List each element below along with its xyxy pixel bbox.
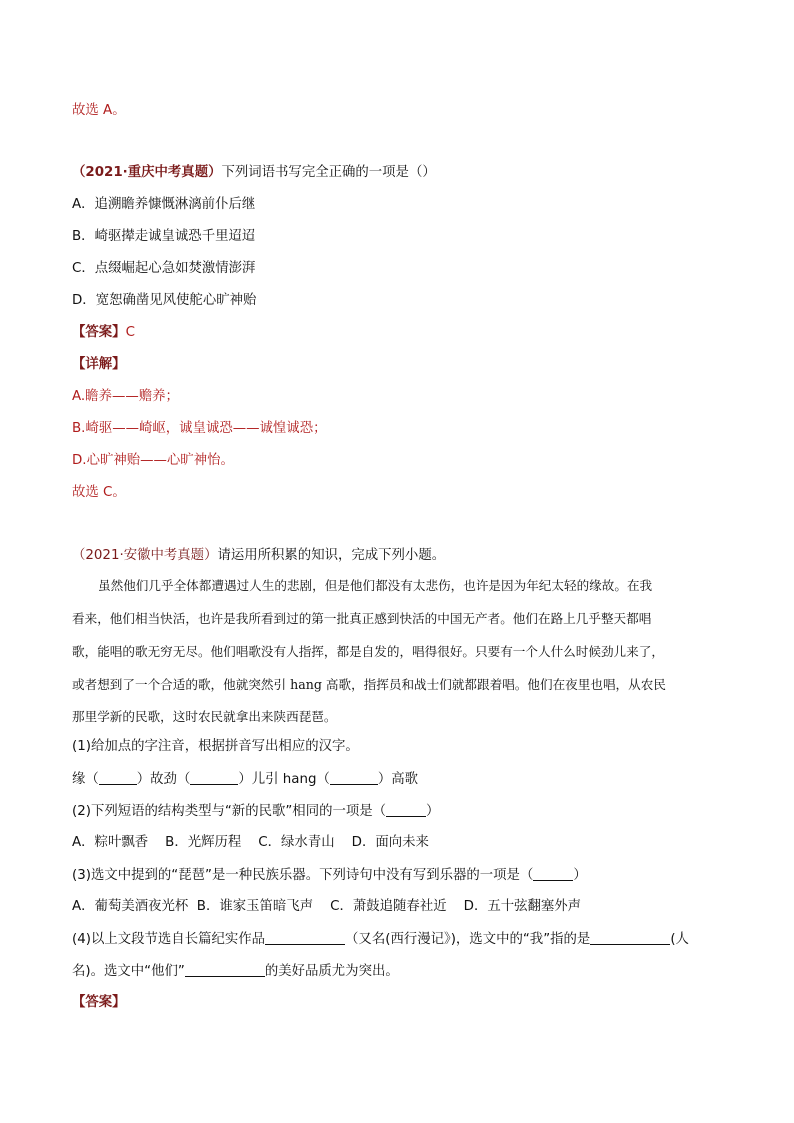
- sub2-prompt: [72, 802, 439, 821]
- sub4-text-3: (人: [670, 932, 689, 947]
- q1-answer-value: C: [125, 325, 135, 340]
- answer-blank[interactable]: [190, 770, 238, 785]
- q1-option-b: B．崎驱撵走诚皇诚恐千里迢迢: [72, 229, 256, 244]
- sub3-prompt-text: (3)选文中提到的“琵琶”是一种民族乐器。下列诗句中没有写到乐器的一项是（: [72, 868, 534, 883]
- q1-conclusion: 故选 C。: [72, 485, 126, 500]
- q1-detail-b: B.崎驱——崎岖，诚皇诚恐——诚惶诚恐；: [72, 421, 327, 436]
- sub4-line-2: [72, 962, 399, 981]
- q1-source: （2021·重庆中考真题）: [72, 165, 222, 180]
- sub4-text-1: (4)以上文段节选自长篇纪实作品: [72, 932, 266, 947]
- passage-line-4: 或者想到了一个合适的歌，他就突然引 hang 高歌，指挥员和战士们就都跟着唱。他们在夜里也唱，从农民: [72, 677, 666, 692]
- sub3-prompt-close: ）: [573, 868, 587, 883]
- answer-blank[interactable]: [386, 802, 426, 817]
- q1-answer-line: [72, 324, 135, 342]
- sub1-text-3: ）儿引 hang（: [238, 772, 330, 787]
- passage-line-1: 虽然他们几乎全体都遭遇过人生的悲剧，但是他们都没有太悲伤，也许是因为年纪太轻的缘故。在我: [98, 578, 653, 593]
- q1-stem: 下列词语书写完全正确的一项是（）: [221, 165, 436, 180]
- answer-blank[interactable]: [533, 866, 573, 881]
- answer-blank[interactable]: [99, 770, 137, 785]
- sub2-prompt-close: ）: [426, 804, 440, 819]
- sub2-options: A．粽叶飘香 B．光辉历程 C．绿水青山 D．面向未来: [72, 835, 429, 850]
- q1-detail-a: A.瞻养——赡养；: [72, 389, 179, 404]
- sub3-options: A．葡萄美酒夜光杯 B．谁家玉笛暗飞声 C．萧鼓追随春社近 D．五十弦翻塞外声: [72, 899, 582, 914]
- passage-line-3: 歌，能唱的歌无穷无尽。他们唱歌没有人指挥，都是自发的，唱得很好。只要有一个人什么时候劲儿来了，: [72, 644, 664, 659]
- q2-stem: 请运用所积累的知识，完成下列小题。: [217, 548, 446, 563]
- sub4-text-2: （又名(西行漫记》)，选文中的“我”指的是: [345, 932, 591, 947]
- passage-line-2: 看来，他们相当快活，也许是我所看到过的第一批真正感到快活的中国无产者。他们在路上几乎整天都唱: [72, 611, 652, 626]
- q2-stem-line: [72, 547, 445, 565]
- answer-blank[interactable]: [185, 962, 265, 977]
- sub1-text-1: 缘（: [72, 772, 99, 787]
- q2-source: （2021·安徽中考真题）: [72, 548, 218, 563]
- passage-line-5: 那里学新的民歌，这时农民就拿出来陕西琵琶。: [72, 709, 337, 724]
- q1-answer-label: 【答案】: [72, 325, 126, 340]
- q1-option-d: D．宽恕确凿见风使舵心旷神贻: [72, 293, 257, 308]
- q2-answer-label: 【答案】: [72, 995, 126, 1010]
- sub1-text-4: ）高歌: [377, 772, 419, 787]
- sub1-items: [72, 770, 418, 789]
- q1-stem-line: [72, 164, 436, 182]
- sub4-line-1: [72, 930, 689, 949]
- q1-option-c: C．点缀崛起心急如焚激情澎湃: [72, 261, 256, 276]
- sub1-prompt: (1)给加点的字注音，根据拼音写出相应的汉字。: [72, 739, 359, 754]
- previous-conclusion: 故选 A。: [72, 103, 126, 118]
- q1-detail-label: 【详解】: [72, 357, 126, 372]
- sub1-text-2: ）故劲（: [136, 772, 191, 787]
- sub4-text-5: 的美好品质尤为突出。: [264, 964, 399, 979]
- sub4-text-4: 名)。选文中“他们”: [72, 964, 185, 979]
- answer-blank[interactable]: [590, 930, 670, 945]
- q1-option-a: A．追溯瞻养慷慨淋漓前仆后继: [72, 197, 256, 212]
- answer-blank[interactable]: [265, 930, 345, 945]
- sub3-prompt: [72, 866, 587, 885]
- q1-detail-d: D.心旷神贻——心旷神怡。: [72, 453, 234, 468]
- sub2-prompt-text: (2)下列短语的结构类型与“新的民歌”相同的一项是（: [72, 804, 387, 819]
- answer-blank[interactable]: [330, 770, 378, 785]
